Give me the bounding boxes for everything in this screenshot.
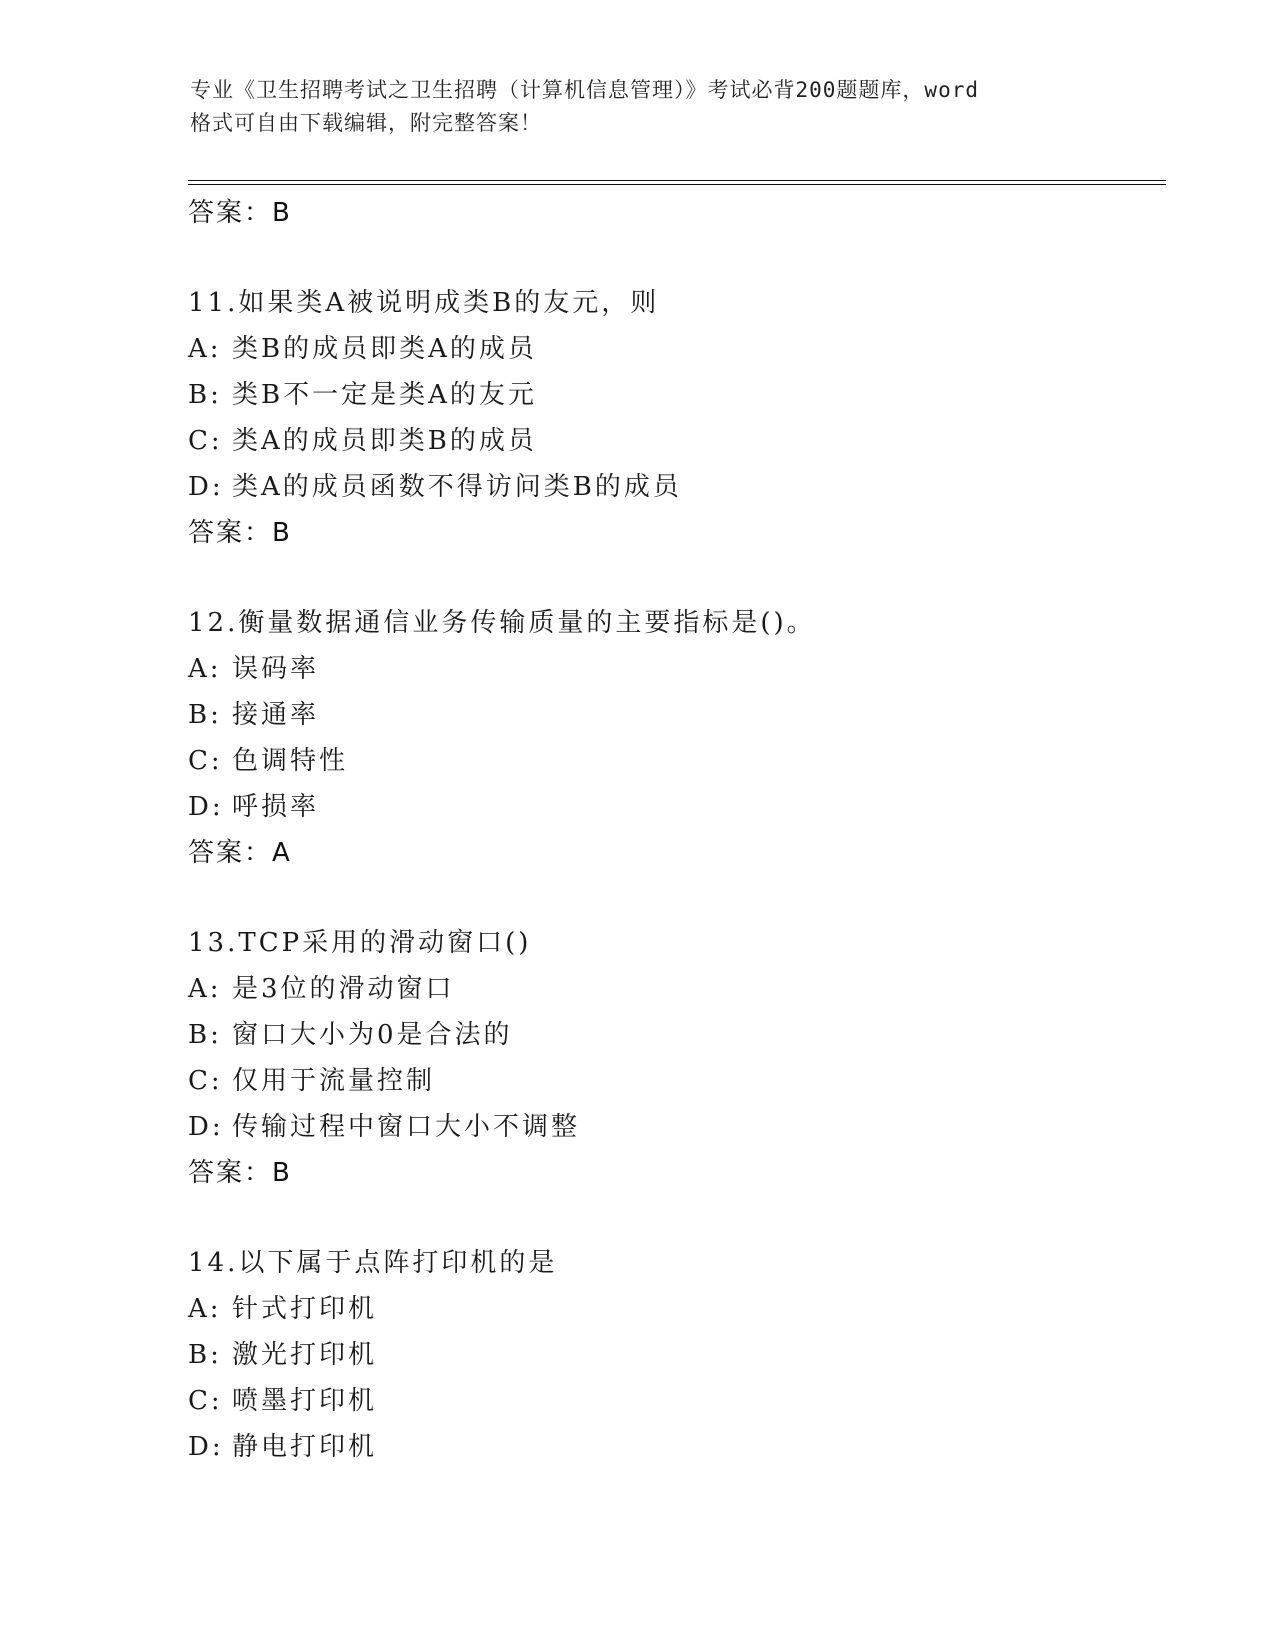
option-text: 接通率 xyxy=(232,700,320,730)
option-d xyxy=(188,1424,1168,1470)
question-12 xyxy=(188,600,1168,876)
option-a xyxy=(188,1286,1168,1332)
option-text: 窗口大小为0是合法的 xyxy=(232,1020,513,1050)
option-c xyxy=(188,738,1168,784)
header-divider-top xyxy=(188,180,1166,181)
option-label: B: xyxy=(188,380,222,410)
option-text: 静电打印机 xyxy=(232,1432,378,1462)
option-text: 类B的成员即类A的成员 xyxy=(232,334,537,364)
question-stem: 14.以下属于点阵打印机的是 xyxy=(188,1248,558,1278)
option-c xyxy=(188,1058,1168,1104)
option-text: 误码率 xyxy=(232,654,320,684)
option-a xyxy=(188,646,1168,692)
question-13 xyxy=(188,920,1168,1196)
answer-line: 答案：B xyxy=(188,1158,292,1188)
option-label: A: xyxy=(188,654,222,684)
option-text: 色调特性 xyxy=(232,746,349,776)
header-divider-bottom xyxy=(188,184,1166,185)
option-label: A: xyxy=(188,974,222,1004)
option-label: B: xyxy=(188,1340,222,1370)
option-text: 是3位的滑动窗口 xyxy=(232,974,455,1004)
previous-answer: 答案：B xyxy=(188,198,292,228)
option-text: 类B不一定是类A的友元 xyxy=(232,380,537,410)
option-text: 传输过程中窗口大小不调整 xyxy=(232,1112,581,1142)
option-label: D: xyxy=(188,1112,224,1142)
option-text: 类A的成员函数不得访问类B的成员 xyxy=(232,472,682,502)
option-b xyxy=(188,1012,1168,1058)
option-c xyxy=(188,1378,1168,1424)
option-a xyxy=(188,966,1168,1012)
option-c xyxy=(188,418,1168,464)
option-b xyxy=(188,372,1168,418)
question-14 xyxy=(188,1240,1168,1470)
option-text: 激光打印机 xyxy=(232,1340,378,1370)
option-label: C: xyxy=(188,746,223,776)
option-label: B: xyxy=(188,1020,222,1050)
option-a xyxy=(188,326,1168,372)
option-label: B: xyxy=(188,700,222,730)
header-line-1: 专业《卫生招聘考试之卫生招聘（计算机信息管理）》考试必背200题题库，word xyxy=(190,78,979,102)
option-label: D: xyxy=(188,792,224,822)
document-header xyxy=(190,74,1090,140)
option-text: 喷墨打印机 xyxy=(232,1386,378,1416)
option-text: 仅用于流量控制 xyxy=(232,1066,436,1096)
option-text: 类A的成员即类B的成员 xyxy=(232,426,537,456)
option-b xyxy=(188,692,1168,738)
option-label: D: xyxy=(188,1432,224,1462)
option-label: A: xyxy=(188,1294,222,1324)
header-line-2: 格式可自由下载编辑，附完整答案！ xyxy=(190,111,542,135)
option-d xyxy=(188,1104,1168,1150)
question-stem: 12.衡量数据通信业务传输质量的主要指标是()。 xyxy=(188,608,816,638)
question-stem: 11.如果类A被说明成类B的友元，则 xyxy=(188,288,660,318)
question-11 xyxy=(188,280,1168,556)
question-stem: 13.TCP采用的滑动窗口() xyxy=(188,928,532,958)
option-label: D: xyxy=(188,472,224,502)
option-b xyxy=(188,1332,1168,1378)
option-text: 呼损率 xyxy=(232,792,320,822)
question-list xyxy=(188,190,1168,1470)
answer-line: 答案：B xyxy=(188,518,292,548)
option-label: A: xyxy=(188,334,222,364)
option-text: 针式打印机 xyxy=(232,1294,378,1324)
option-d xyxy=(188,464,1168,510)
option-d xyxy=(188,784,1168,830)
answer-line: 答案：A xyxy=(188,838,292,868)
option-label: C: xyxy=(188,1066,223,1096)
option-label: C: xyxy=(188,426,223,456)
option-label: C: xyxy=(188,1386,223,1416)
